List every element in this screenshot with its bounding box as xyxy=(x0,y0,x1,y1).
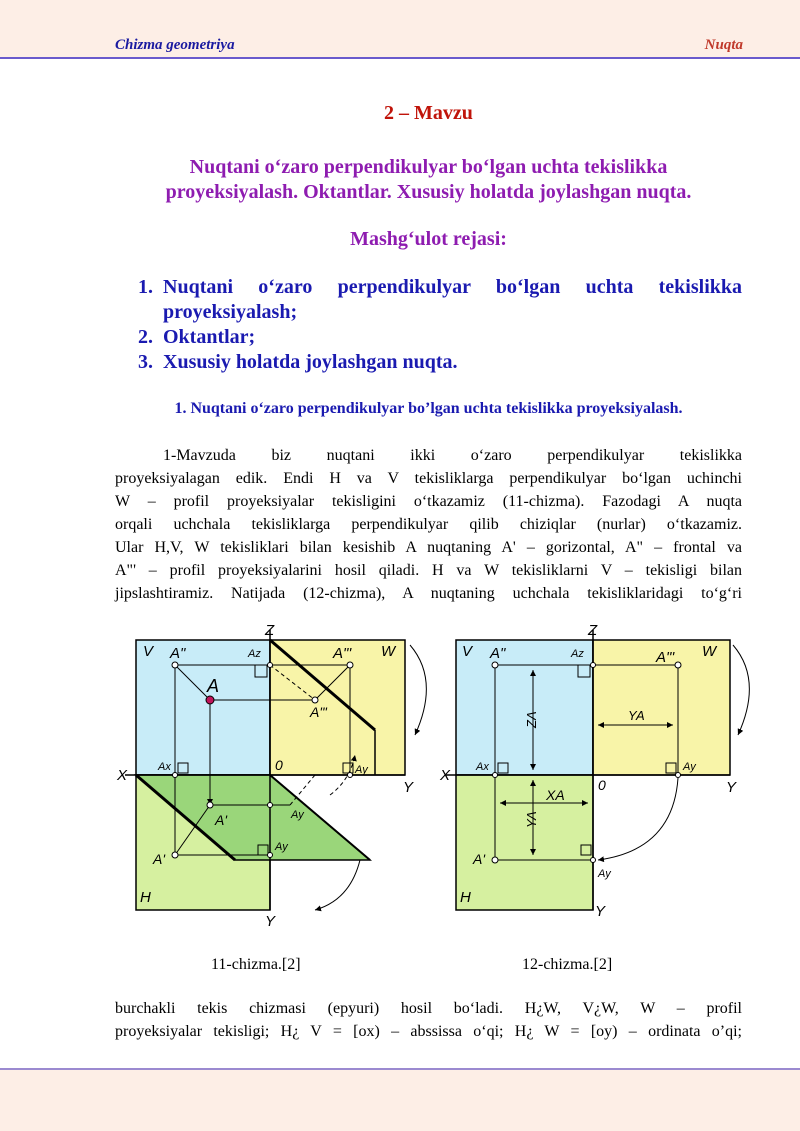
figure-12-caption: 12-chizma.[2] xyxy=(522,956,613,973)
point-a-horizontal xyxy=(207,802,213,808)
body-paragraph xyxy=(115,997,742,1043)
lesson-title-line: Nuqtani o‘zaro perpendikulyar bo‘lgan uchta tekislikka xyxy=(189,156,668,178)
plan-item xyxy=(138,325,742,350)
plan-item-text: Oktantlar; xyxy=(163,326,256,348)
header-divider xyxy=(0,57,800,59)
label-w: W xyxy=(702,643,717,660)
footer-divider xyxy=(0,1068,800,1070)
figure-12-diagram xyxy=(438,620,758,940)
plan-item-text: Xususiy holatda joylashgan nuqta. xyxy=(163,351,458,373)
dimension-za: ZA xyxy=(524,711,539,728)
label-y: Y xyxy=(403,779,414,796)
label-w: W xyxy=(381,643,396,660)
label-ay: Ay xyxy=(291,809,304,821)
paragraph-line: A"' – profil proyeksiyalarini hosil qiladi. H va W tekisliklarni V – tekisligi bilan xyxy=(115,562,742,579)
point-a xyxy=(206,696,214,704)
label-az: Az xyxy=(571,648,584,660)
plan-item xyxy=(138,350,742,375)
figure-11-diagram xyxy=(115,620,435,940)
paragraph-line: jipslashtiramiz. Natijada (12-chizma), A nuqtaning uchchala tekisliklaridagi to‘g‘ri xyxy=(115,585,742,602)
point-a-horizontal xyxy=(492,857,498,863)
header-chapter-title: Nuqta xyxy=(704,37,743,53)
label-az: Az xyxy=(248,648,261,660)
plan-item-number: 2. xyxy=(138,326,153,348)
plan-item xyxy=(138,275,742,325)
paragraph-line: orqali uchchala tekisliklarga perpendikulyar qilib chiziqlar (nurlar) o‘tkazamiz. xyxy=(115,516,742,533)
figure-11-caption: 11-chizma.[2] xyxy=(211,956,301,973)
label-z: Z xyxy=(588,622,598,639)
plan-list xyxy=(138,275,742,375)
label-ay: Ay xyxy=(598,868,611,880)
label-origin: 0 xyxy=(275,757,283,773)
point-a-frontal xyxy=(492,662,498,668)
label-z: Z xyxy=(265,622,275,639)
section-heading: 1. Nuqtani o‘zaro perpendikulyar bo’lgan uchta tekislikka proyeksiyalash. xyxy=(174,400,683,417)
label-ax: Ax xyxy=(158,761,171,773)
v-plane xyxy=(456,640,593,775)
label-a-horizontal: A' xyxy=(215,812,228,828)
label-ax: Ax xyxy=(476,761,489,773)
plan-item-text: proyeksiyalash; xyxy=(163,301,298,323)
plan-item-text: Nuqtani o‘zaro perpendikulyar bo‘lgan uchta tekislikka xyxy=(163,276,742,298)
lesson-title-line: proyeksiyalash. Oktantlar. Xususiy holatda joylashgan nuqta. xyxy=(165,181,692,203)
label-origin: 0 xyxy=(598,777,606,793)
label-y: Y xyxy=(726,779,737,796)
page-footer xyxy=(0,1068,800,1131)
paragraph-line: burchakli tekis chizmasi (epyuri) hosil bo‘ladi. H¿W, V¿W, W – profil xyxy=(115,1000,742,1017)
lesson-title xyxy=(115,155,742,205)
label-a-frontal: A" xyxy=(490,645,506,662)
label-h: H xyxy=(460,889,471,906)
plan-item-number: 1. xyxy=(138,276,153,298)
body-paragraph xyxy=(115,444,742,605)
label-ay: Ay xyxy=(275,841,288,853)
topic-label: 2 – Mavzu xyxy=(384,102,473,124)
dimension-xa: XA xyxy=(546,787,565,803)
label-a-profile: A"' xyxy=(333,645,352,662)
label-h: H xyxy=(140,889,151,906)
label-y: Y xyxy=(265,913,276,930)
h-plane xyxy=(456,775,593,910)
label-v: V xyxy=(462,643,473,660)
point-a-profile xyxy=(675,662,681,668)
label-a-frontal: A" xyxy=(170,645,186,662)
paragraph-line: proyeksiyalar tekisligi; H¿ V = [ox) – abssissa o‘qi; H¿ W = [oy) – ordinata o’qi; xyxy=(115,1023,742,1040)
dimension-ya: YA xyxy=(628,708,645,723)
label-a-horizontal: A' xyxy=(473,851,486,867)
label-a: A xyxy=(207,676,220,696)
plan-heading: Mashg‘ulot rejasi: xyxy=(350,228,507,250)
label-a-horizontal: A' xyxy=(153,851,166,867)
paragraph-line: Ular H,V, W tekisliklari bilan kesishib A nuqtaning A' – gorizontal, A" – frontal va xyxy=(115,539,742,556)
paragraph-line: proyeksiyalagan edik. Endi H va V tekisliklarga perpendikulyar bo‘lgan uchinchi xyxy=(115,470,742,487)
plan-item-number: 3. xyxy=(138,351,153,373)
dimension-ya: YA xyxy=(524,811,539,828)
point-a-profile xyxy=(347,662,353,668)
label-a-profile: A"' xyxy=(310,704,327,720)
label-y: Y xyxy=(595,903,606,920)
label-a-profile: A"' xyxy=(656,649,675,666)
label-v: V xyxy=(143,643,154,660)
label-ay: Ay xyxy=(355,764,368,776)
paragraph-line: W – profil proyeksiyalar tekisligini o‘tkazamiz (11-chizma). Fazodagi A nuqta xyxy=(115,493,742,510)
label-x: X xyxy=(440,767,451,784)
v-plane xyxy=(136,640,270,775)
paragraph-line: 1-Mavzuda biz nuqtani ikki o‘zaro perpendikulyar tekislikka xyxy=(163,447,742,464)
point-a-frontal xyxy=(172,662,178,668)
header-book-title: Chizma geometriya xyxy=(115,37,235,53)
label-ay: Ay xyxy=(683,761,696,773)
label-x: X xyxy=(117,767,128,784)
